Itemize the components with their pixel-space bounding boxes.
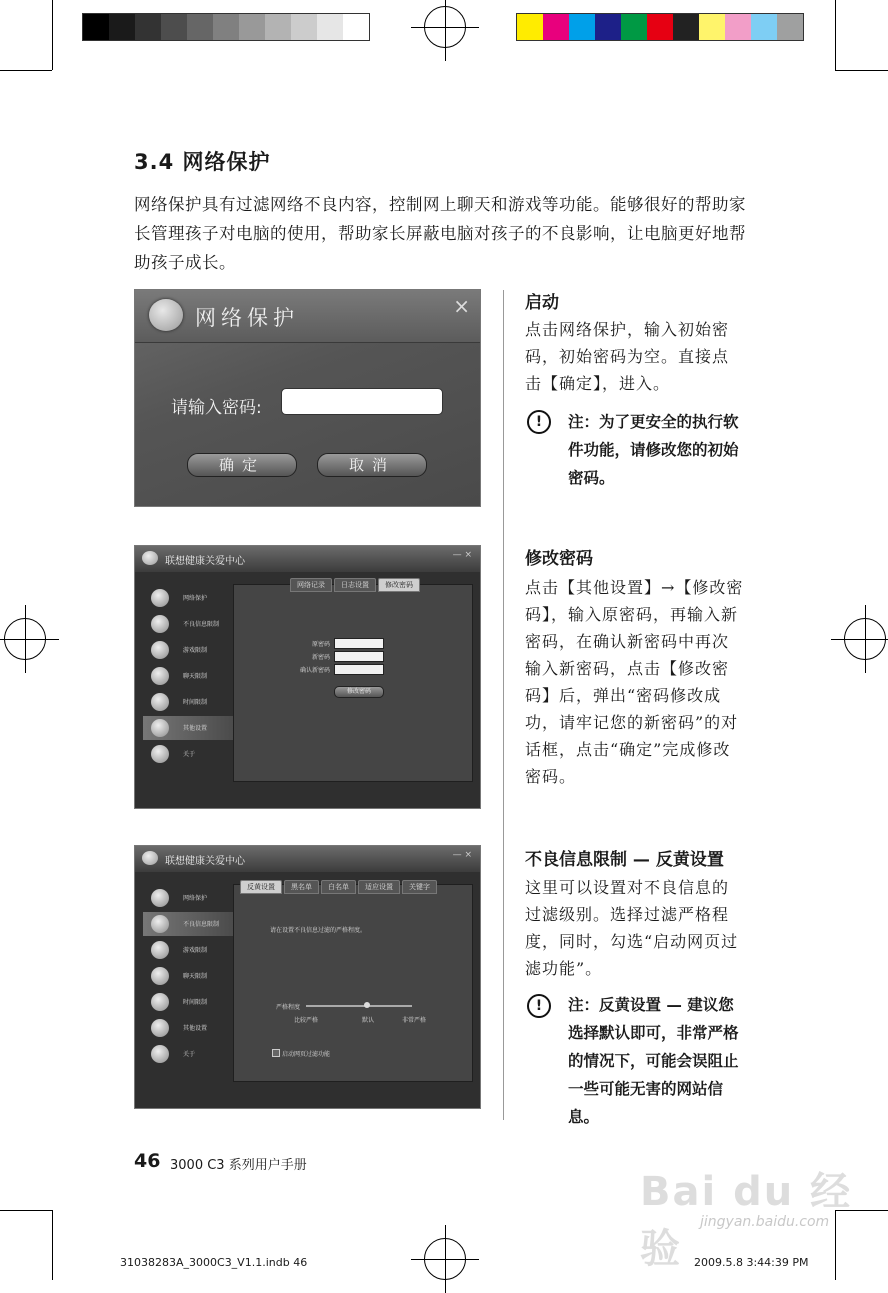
color-swatch: [751, 14, 777, 40]
app-title: 联想健康关爱中心: [165, 556, 245, 567]
sidebar-label: 游戏限制: [183, 947, 208, 954]
tab-strip: [240, 880, 439, 894]
password-input: [281, 388, 443, 415]
color-swatch: [673, 14, 699, 40]
app-content-panel: [233, 581, 473, 782]
sidebar-label: 不良信息限制: [183, 621, 220, 628]
tab: 修改密码: [378, 578, 420, 592]
color-swatch: [291, 14, 317, 40]
sidebar-item: [143, 586, 235, 610]
sidebar-label: 不良信息限制: [183, 921, 220, 928]
color-swatch: [725, 14, 751, 40]
print-slug-file: 31038283A_3000C3_V1.1.indb 46: [120, 1256, 308, 1269]
password-dialog-screenshot: [134, 289, 481, 507]
sidebar-icon: [151, 693, 169, 711]
color-swatch: [621, 14, 647, 40]
tab: 网络记录: [290, 578, 332, 592]
level-very-strict: 非常严格: [402, 1017, 427, 1024]
old-password-field: [334, 638, 384, 649]
color-swatch: [83, 14, 109, 40]
sidebar-item: [143, 1042, 235, 1066]
warning-icon: !: [527, 994, 551, 1018]
sidebar-icon: [151, 1019, 169, 1037]
sidebar-icon: [151, 967, 169, 985]
color-swatch: [647, 14, 673, 40]
new-password-field: [334, 651, 384, 662]
tab: 关键字: [402, 880, 437, 894]
app-content-panel: [233, 884, 473, 1082]
sidebar-item: [143, 1016, 235, 1040]
heart-logo-icon: [142, 851, 158, 865]
color-swatch: [239, 14, 265, 40]
change-password-body: 点击【其他设置】→【修改密码】，输入原密码，再输入新密码，在确认新密码中再次输入新密码，点击【修改密码】后，弹出“密码修改成功，请牢记您的新密码”的对话框，点击“确定”完成修改密码。: [525, 578, 744, 786]
tab-strip: [290, 578, 422, 592]
window-controls: — ×: [452, 850, 472, 860]
sidebar-icon: [151, 667, 169, 685]
sidebar-icon: [151, 745, 169, 763]
color-swatch: [135, 14, 161, 40]
sidebar-icon: [151, 993, 169, 1011]
sidebar-icon: [151, 941, 169, 959]
watermark-logo: Bai du 经验: [640, 1169, 853, 1272]
confirm-password-label: 确认新密码: [299, 667, 330, 674]
filter-body: 这里可以设置对不良信息的过滤级别。选择过滤严格程度，同时，勾选“启动网页过滤功能”。: [525, 878, 739, 978]
close-icon: ×: [453, 294, 470, 318]
sidebar-item: [143, 612, 235, 636]
watermark-url: jingyan.baidu.com: [700, 1214, 830, 1230]
sidebar-label: 时间限制: [183, 999, 208, 1006]
note-1: 注：为了更安全的执行软件功能，请修改您的初始密码。: [568, 413, 739, 487]
window-controls: — ×: [452, 550, 472, 560]
password-prompt: 请输入密码:: [171, 398, 262, 418]
app-titlebar: [135, 846, 480, 872]
level-default: 默认: [362, 1017, 375, 1024]
dialog-title: 网络保护: [195, 306, 299, 330]
gray-color-bar: [82, 13, 370, 41]
sidebar-label: 关于: [183, 751, 196, 758]
filter-hint: 请在设置不良信息过滤的严格程度。: [270, 927, 367, 934]
sidebar-icon: [151, 641, 169, 659]
registration-mark-left: [4, 618, 46, 660]
sidebar-label: 其他设置: [183, 1025, 208, 1032]
app-titlebar: [135, 546, 480, 572]
sidebar-label: 关于: [183, 1051, 196, 1058]
tab: 白名单: [321, 880, 356, 894]
sidebar-item: [143, 938, 235, 962]
old-password-label: 原密码: [311, 641, 330, 648]
sidebar-item: [143, 742, 235, 766]
new-password-label: 新密码: [311, 654, 330, 661]
sidebar-item: [143, 716, 235, 740]
sidebar-item: [143, 964, 235, 988]
sidebar-icon: [151, 719, 169, 737]
filter-title: 不良信息限制 — 反黄设置: [525, 850, 724, 870]
sidebar-label: 网络保护: [183, 595, 208, 602]
sidebar-item: [143, 664, 235, 688]
strictness-label: 严格程度: [276, 1004, 301, 1011]
web-filter-checkbox: [272, 1049, 280, 1057]
color-swatch: [265, 14, 291, 40]
tab: 反黄设置: [240, 880, 282, 894]
intro-paragraph: 网络保护具有过滤网络不良内容，控制网上聊天和游戏等功能。能够很好的帮助家长管理孩子对电脑的使用，帮助家长屏蔽电脑对孩子的不良影响，让电脑更好地帮助孩子成长。: [134, 195, 746, 272]
dialog-header: [135, 290, 480, 343]
color-swatch: [161, 14, 187, 40]
start-body: 点击网络保护，输入初始密码，初始密码为空。直接点击【确定】，进入。: [525, 320, 730, 393]
change-password-title: 修改密码: [525, 549, 593, 569]
tab: 黑名单: [284, 880, 319, 894]
sidebar-label: 其他设置: [183, 725, 208, 732]
web-filter-label: 启动网页过滤功能: [282, 1051, 331, 1058]
cancel-button: 取消: [317, 453, 427, 477]
page-number: 46: [134, 1150, 161, 1172]
sidebar-item: [143, 990, 235, 1014]
change-password-screenshot: [134, 545, 481, 809]
note-2: 注：反黄设置 — 建议您选择默认即可，非常严格的情况下，可能会误阻止一些可能无害的网站信息。: [568, 996, 739, 1126]
sidebar-item: [143, 638, 235, 662]
color-swatch: [517, 14, 543, 40]
sidebar-label: 网络保护: [183, 895, 208, 902]
sidebar-icon: [151, 889, 169, 907]
registration-mark-bottom: [424, 1238, 466, 1280]
app-title: 联想健康关爱中心: [165, 856, 245, 867]
sidebar-label: 聊天限制: [183, 973, 208, 980]
confirm-password-field: [334, 664, 384, 675]
manual-title: 3000 C3 系列用户手册: [170, 1158, 307, 1173]
warning-icon: !: [527, 410, 551, 434]
tab: 日志设置: [334, 578, 376, 592]
color-swatch: [777, 14, 803, 40]
change-password-button: 修改密码: [334, 686, 384, 698]
heart-logo-icon: [149, 299, 183, 331]
start-title: 启动: [525, 293, 559, 313]
color-swatch: [595, 14, 621, 40]
section-heading: 3.4 网络保护: [134, 150, 271, 174]
ok-button: 确定: [187, 453, 297, 477]
process-color-bar: [516, 13, 804, 41]
registration-mark-top: [424, 6, 466, 48]
sidebar-item: [143, 912, 235, 936]
level-strict: 比较严格: [294, 1017, 319, 1024]
strictness-slider: [306, 1005, 412, 1007]
sidebar-item: [143, 690, 235, 714]
sidebar-icon: [151, 1045, 169, 1063]
print-slug-date: 2009.5.8 3:44:39 PM: [694, 1256, 809, 1269]
color-swatch: [213, 14, 239, 40]
slider-knob: [364, 1002, 370, 1008]
sidebar-label: 游戏限制: [183, 647, 208, 654]
column-divider: [503, 290, 504, 1120]
sidebar-icon: [151, 915, 169, 933]
sidebar-icon: [151, 615, 169, 633]
sidebar-icon: [151, 589, 169, 607]
sidebar-item: [143, 886, 235, 910]
sidebar-label: 时间限制: [183, 699, 208, 706]
color-swatch: [543, 14, 569, 40]
color-swatch: [569, 14, 595, 40]
content-filter-screenshot: [134, 845, 481, 1109]
color-swatch: [317, 14, 343, 40]
registration-mark-right: [844, 618, 886, 660]
sidebar-label: 聊天限制: [183, 673, 208, 680]
color-swatch: [187, 14, 213, 40]
color-swatch: [109, 14, 135, 40]
color-swatch: [699, 14, 725, 40]
heart-logo-icon: [142, 551, 158, 565]
tab: 适应设置: [358, 880, 400, 894]
color-swatch: [343, 14, 369, 40]
